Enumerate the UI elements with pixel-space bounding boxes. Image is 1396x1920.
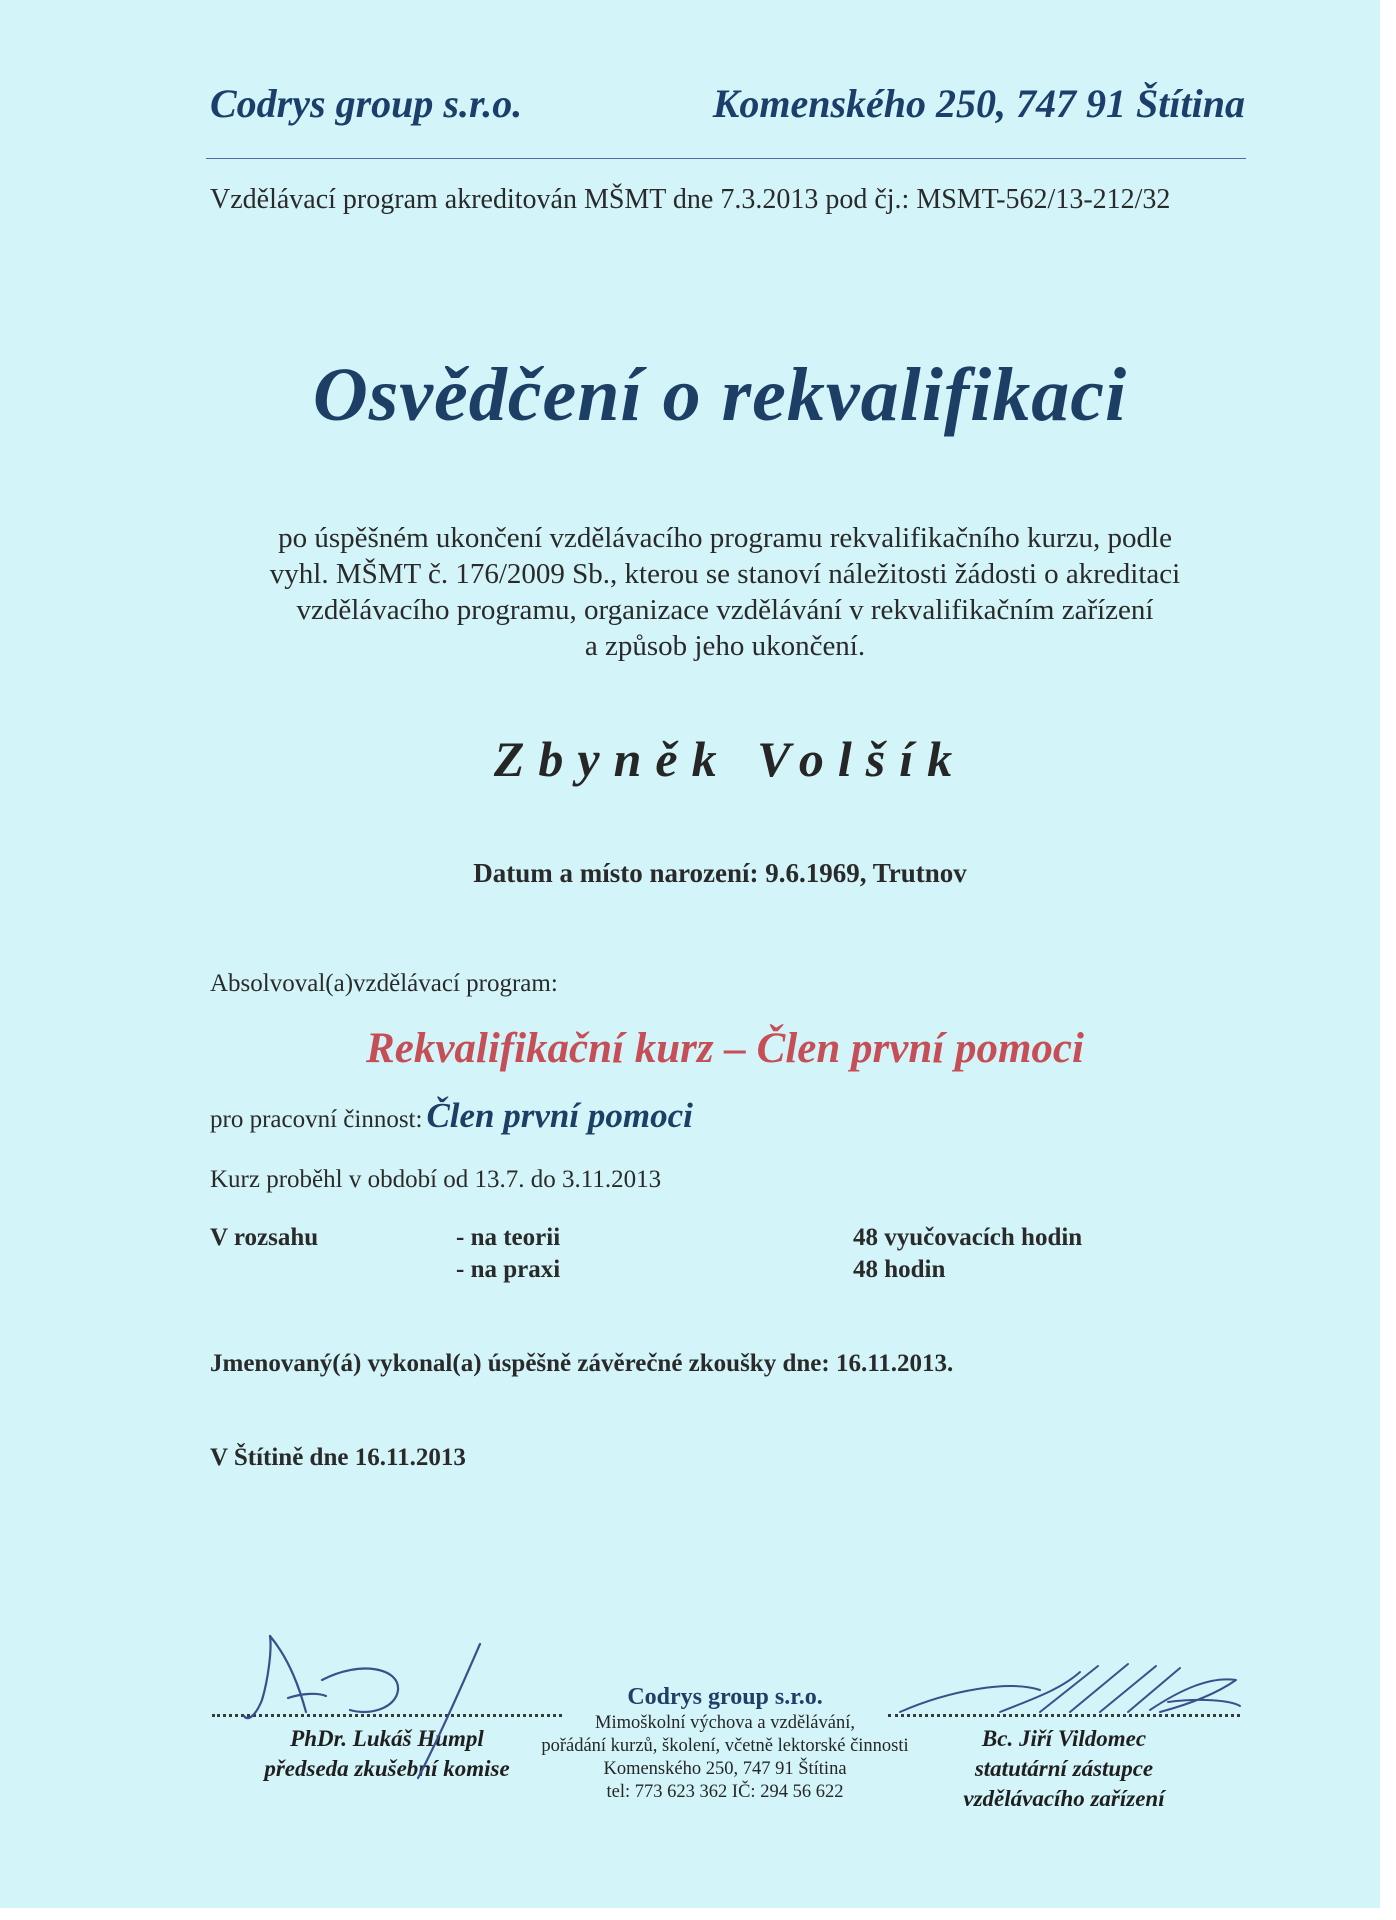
footer-line: Mimoškolní výchova a vzdělávání, [595,1713,855,1733]
footer-organization-stamp [500,1682,950,1804]
accreditation-note: Vzdělávací program akreditován MŠMT dne 7.3.2013 pod čj.: MSMT-562/13-212/32 [210,184,1171,215]
header-divider [206,158,1246,159]
intro-line: vyhl. MŠMT č. 176/2009 Sb., kterou se stanoví náležitosti žádosti o akreditaci [269,558,1181,590]
header-address: Komenského 250, 747 91 Štítina [712,81,1245,126]
work-activity-row [210,1096,693,1136]
work-activity-value: Člen první pomoci [426,1096,693,1135]
recipient-name: Zbyněk Volšík [493,731,967,787]
scope-hours [853,1222,1082,1286]
birth-info: Datum a místo narození: 9.6.1969, Trutnov [473,858,967,888]
scope-label: V rozsahu [210,1224,319,1251]
final-exam-statement: Jmenovaný(á) vykonal(a) úspěšně závěrečné zkoušky dne: 16.11.2013. [210,1350,954,1377]
program-name: Rekvalifikační kurz – Člen první pomoci [366,1025,1084,1072]
completed-program-label: Absolvoval(a)vzdělávací program: [210,970,558,997]
course-period: Kurz proběhl v období od 13.7. do 3.11.2013 [210,1166,662,1193]
signer-right-name: Bc. Jiří Vildomec [981,1726,1147,1751]
signer-left-name: PhDr. Lukáš Humpl [290,1726,484,1751]
header-company-name: Codrys group s.r.o. [210,81,523,126]
place-and-date: V Štítině dne 16.11.2013 [210,1444,466,1471]
signature-right-scribble [900,1664,1240,1712]
scope-part-practice: - na praxi [456,1256,561,1283]
scope-parts [456,1222,560,1286]
footer-company-name: Codrys group s.r.o. [627,1684,823,1710]
scope-hours-practice: 48 hodin [853,1256,946,1283]
scope-hours-theory: 48 vyučovacích hodin [853,1224,1083,1251]
signer-right-role-line1: statutární zástupce [974,1756,1154,1781]
footer-line: Komenského 250, 747 91 Štítina [603,1759,847,1779]
signer-right-role-line2: vzdělávacího zařízení [963,1786,1165,1811]
certificate-title: Osvědčení o rekvalifikaci [312,353,1128,437]
intro-line: vzdělávacího programu, organizace vzdělávání v rekvalifikačním zařízení [296,594,1154,626]
work-activity-label: pro pracovní činnost: [210,1106,423,1133]
footer-line: pořádání kurzů, školení, včetně lektorské činnosti [541,1736,909,1756]
intro-paragraph [190,520,1260,664]
footer-line: tel: 773 623 362 IČ: 294 56 622 [606,1782,844,1802]
scope-part-theory: - na teorii [456,1224,561,1251]
signer-left-role: předseda zkušební komise [264,1756,510,1781]
intro-line: po úspěšném ukončení vzdělávacího programu rekvalifikačního kurzu, podle [278,522,1172,554]
intro-line: a způsob jeho ukončení. [584,630,866,662]
